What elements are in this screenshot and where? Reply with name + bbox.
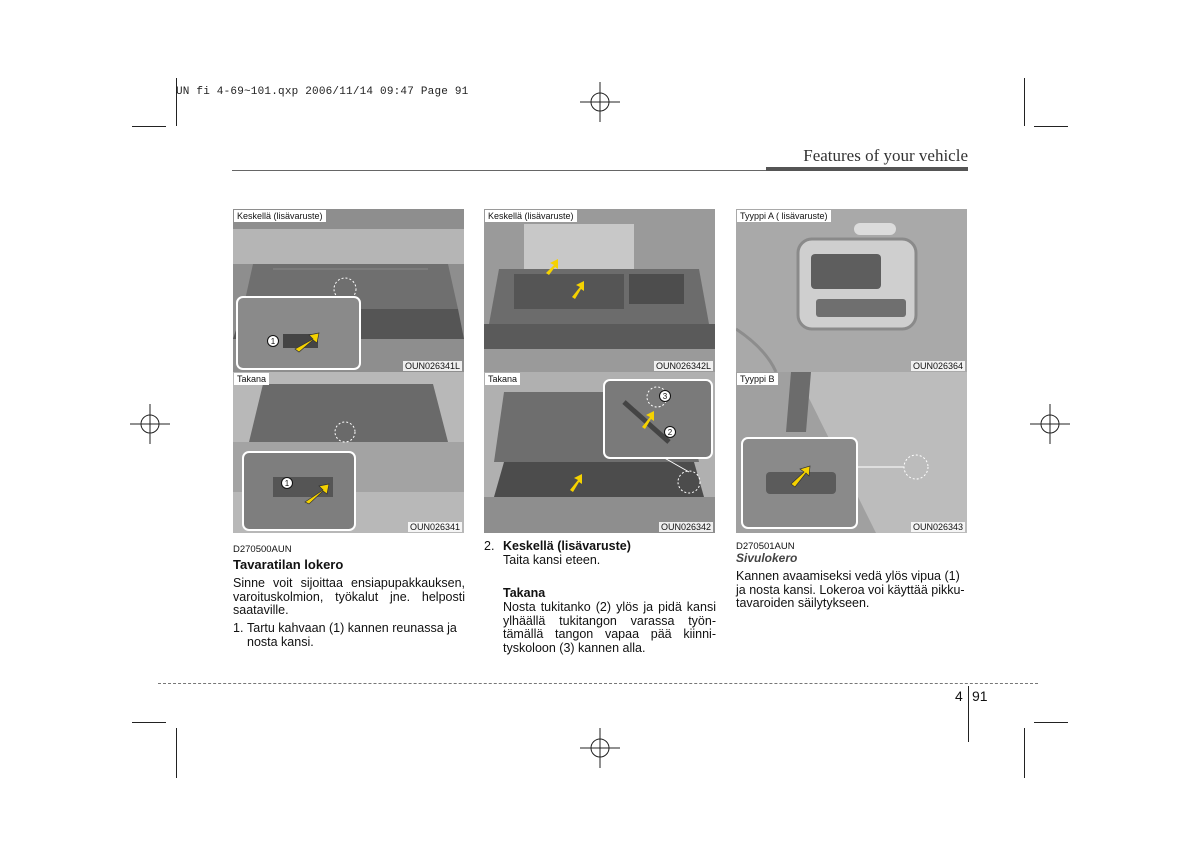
list-item-1: 1. Tartu kahvaan (1) kannen reunassa ja nosta kansi. — [233, 621, 457, 649]
figure-rear-tray-2 — [484, 372, 715, 533]
list-item-2: 2. Keskellä (lisävaruste) Taita kansi eteen. — [484, 539, 631, 567]
figure-caption: Keskellä (lisävaruste) — [485, 210, 577, 222]
section-number: 4 — [955, 688, 963, 704]
registration-mark-bottom — [578, 726, 622, 770]
figure-caption: Takana — [234, 373, 269, 385]
section-ref: D270501AUN — [736, 541, 795, 552]
footer-dashed-rule — [158, 683, 1038, 684]
callout-3: 3 — [662, 392, 668, 401]
figure-caption: Keskellä (lisävaruste) — [234, 210, 326, 222]
registration-mark-right — [1028, 402, 1072, 446]
body-paragraph: Nosta tukitanko (2) ylös ja pidä kansi ylhäällä tukitangon varassa työn- tämällä tangon vapaa pää kiinni- tyskoloon (3) kannen alla. — [503, 600, 716, 655]
figure-code: OUN026341L — [404, 361, 460, 371]
figure-rear-tray-1 — [233, 372, 464, 533]
figure-code: OUN026364 — [912, 361, 963, 371]
section-heading: Tavaratilan lokero — [233, 557, 344, 572]
header-bar — [766, 167, 968, 171]
page-header-title: Features of your vehicle — [803, 146, 968, 165]
callout-1: 1 — [270, 337, 276, 346]
figure-center-tray-2 — [484, 209, 715, 372]
section-ref: D270500AUN — [233, 544, 292, 555]
figure-caption: Tyyppi A ( lisävaruste) — [737, 210, 831, 222]
registration-mark-top — [578, 80, 622, 124]
section-heading: Sivulokero — [736, 551, 798, 565]
figure-side-tray-type-b — [736, 372, 967, 533]
callout-1: 1 — [284, 479, 290, 488]
figure-code: OUN026342L — [655, 361, 711, 371]
figure-caption: Tyyppi B — [737, 373, 778, 385]
figure-caption: Takana — [485, 373, 520, 385]
body-paragraph: Kannen avaamiseksi vedä ylös vipua (1) ja nosta kansi. Lokeroa voi käyttää pikku- tavaroiden säilytykseen. — [736, 569, 965, 610]
print-slug: UN fi 4-69~101.qxp 2006/11/14 09:47 Page 91 — [176, 86, 469, 98]
figure-code: OUN026341 — [409, 522, 460, 532]
callout-2: 2 — [667, 428, 673, 437]
body-paragraph: Sinne voit sijoittaa ensiapupakkauksen, varoituskolmion, työkalut jne. helposti saataville. — [233, 576, 465, 617]
subheading-rear: Takana — [503, 586, 546, 600]
figure-code: OUN026343 — [912, 522, 963, 532]
registration-mark-left — [128, 402, 172, 446]
figure-code: OUN026342 — [660, 522, 711, 532]
figure-side-tray-type-a — [736, 209, 967, 372]
figure-center-tray-1 — [233, 209, 464, 372]
page-number: 91 — [972, 688, 988, 704]
